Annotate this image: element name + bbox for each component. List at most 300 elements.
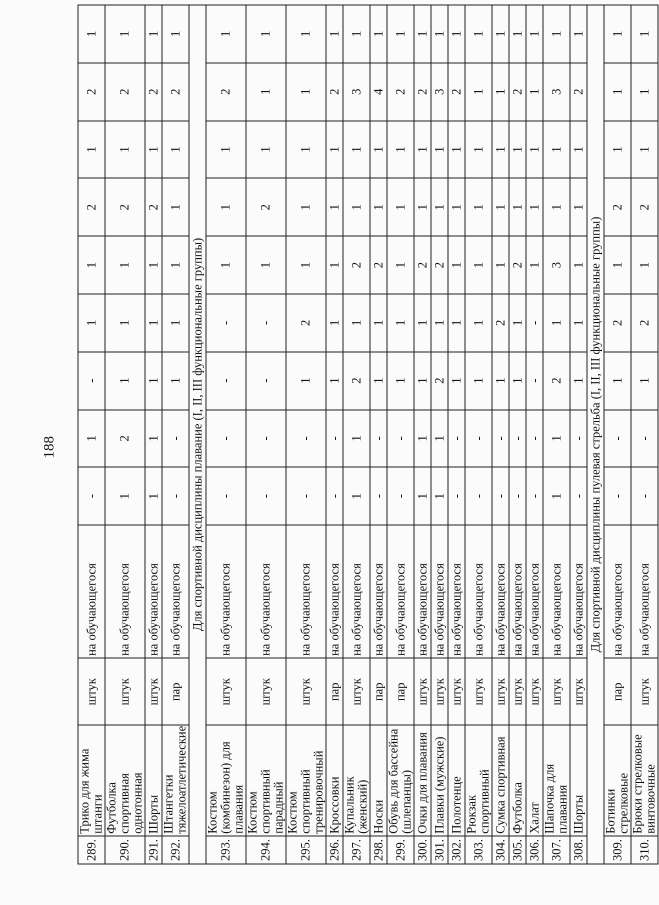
quantity-cell: -: [286, 467, 326, 525]
allocation: на обучающегося: [326, 525, 343, 658]
quantity-cell: 1: [526, 178, 543, 236]
quantity-cell: 1: [509, 178, 526, 236]
quantity-cell: -: [78, 467, 105, 525]
table-row: [509, 5, 526, 864]
quantity-cell: 1: [570, 5, 587, 63]
quantity-cell: 1: [246, 63, 286, 121]
item-name: Костюм спортивный парадный: [246, 725, 286, 836]
quantity-cell: -: [526, 294, 543, 352]
quantity-cell: 1: [448, 352, 465, 410]
quantity-cell: 2: [387, 63, 414, 121]
quantity-cell: 1: [162, 5, 189, 63]
table-row: [414, 5, 431, 864]
quantity-cell: 1: [431, 410, 448, 468]
unit-of-measure: штук: [414, 658, 431, 725]
quantity-cell: 1: [526, 121, 543, 179]
quantity-cell: 1: [206, 121, 246, 179]
quantity-cell: 2: [631, 294, 658, 352]
row-number: 310.: [631, 836, 658, 864]
unit-of-measure: штук: [543, 658, 570, 725]
item-name: Носки: [370, 725, 387, 836]
quantity-cell: 1: [465, 178, 492, 236]
quantity-cell: 2: [343, 352, 370, 410]
unit-of-measure: пар: [370, 658, 387, 725]
quantity-cell: -: [206, 352, 246, 410]
quantity-cell: 2: [414, 236, 431, 294]
quantity-cell: 3: [431, 63, 448, 121]
quantity-cell: 2: [604, 294, 631, 352]
quantity-cell: 1: [162, 178, 189, 236]
quantity-cell: -: [631, 467, 658, 525]
row-number: 307.: [543, 836, 570, 864]
allocation: на обучающегося: [78, 525, 105, 658]
quantity-cell: 1: [414, 410, 431, 468]
quantity-cell: 2: [206, 63, 246, 121]
section-title: Для спортивной дисциплины плавание (I, II, III функциональные группы): [189, 5, 206, 864]
quantity-cell: 1: [465, 121, 492, 179]
quantity-cell: 1: [543, 467, 570, 525]
quantity-cell: 1: [492, 178, 509, 236]
unit-of-measure: штук: [78, 658, 105, 725]
quantity-cell: -: [526, 467, 543, 525]
table-row: [431, 5, 448, 864]
row-number: 296.: [326, 836, 343, 864]
table-row: [570, 5, 587, 864]
quantity-cell: 1: [105, 352, 145, 410]
section-header-row: [587, 5, 604, 864]
quantity-cell: 1: [326, 5, 343, 63]
quantity-cell: 1: [448, 5, 465, 63]
quantity-cell: -: [206, 467, 246, 525]
quantity-cell: 1: [448, 121, 465, 179]
quantity-cell: 1: [145, 5, 162, 63]
quantity-cell: -: [326, 410, 343, 468]
rotated-table-container: [77, 5, 658, 865]
table-row: [105, 5, 145, 864]
quantity-cell: 2: [631, 178, 658, 236]
quantity-cell: 1: [162, 294, 189, 352]
quantity-cell: 1: [414, 121, 431, 179]
quantity-cell: 1: [145, 294, 162, 352]
quantity-cell: -: [492, 467, 509, 525]
quantity-cell: 1: [286, 121, 326, 179]
quantity-cell: 1: [631, 236, 658, 294]
quantity-cell: -: [206, 410, 246, 468]
allocation: на обучающегося: [206, 525, 246, 658]
quantity-cell: 2: [509, 236, 526, 294]
quantity-cell: 1: [343, 121, 370, 179]
row-number: 305.: [509, 836, 526, 864]
quantity-cell: 1: [286, 178, 326, 236]
quantity-cell: 1: [387, 236, 414, 294]
allocation: на обучающегося: [431, 525, 448, 658]
row-number: 304.: [492, 836, 509, 864]
quantity-cell: 1: [465, 236, 492, 294]
quantity-cell: 1: [543, 178, 570, 236]
unit-of-measure: штук: [431, 658, 448, 725]
table-row: [492, 5, 509, 864]
table-row: [145, 5, 162, 864]
allocation: на обучающегося: [343, 525, 370, 658]
row-number: 293.: [206, 836, 246, 864]
quantity-cell: 2: [492, 294, 509, 352]
row-number: 294.: [246, 836, 286, 864]
quantity-cell: 1: [326, 178, 343, 236]
quantity-cell: 1: [604, 236, 631, 294]
quantity-cell: 1: [570, 178, 587, 236]
quantity-cell: 1: [370, 294, 387, 352]
item-name: Костюм спортивный тренировочный: [286, 725, 326, 836]
quantity-cell: 2: [105, 410, 145, 468]
quantity-cell: 2: [78, 63, 105, 121]
unit-of-measure: пар: [387, 658, 414, 725]
item-name: Очки для плавания: [414, 725, 431, 836]
quantity-cell: 1: [431, 294, 448, 352]
quantity-cell: 2: [604, 178, 631, 236]
quantity-cell: 3: [343, 63, 370, 121]
quantity-cell: 1: [78, 5, 105, 63]
quantity-cell: 1: [246, 5, 286, 63]
quantity-cell: 1: [246, 121, 286, 179]
unit-of-measure: штук: [570, 658, 587, 725]
row-number: 309.: [604, 836, 631, 864]
quantity-cell: -: [162, 410, 189, 468]
allocation: на обучающегося: [370, 525, 387, 658]
quantity-cell: 1: [431, 5, 448, 63]
quantity-cell: 2: [145, 178, 162, 236]
quantity-cell: 1: [604, 121, 631, 179]
quantity-cell: 1: [370, 352, 387, 410]
item-name: Плавки (мужские): [431, 725, 448, 836]
equipment-table: [78, 5, 659, 865]
quantity-cell: 2: [105, 63, 145, 121]
quantity-cell: 1: [78, 294, 105, 352]
quantity-cell: 1: [414, 352, 431, 410]
quantity-cell: 1: [162, 352, 189, 410]
quantity-cell: -: [509, 467, 526, 525]
quantity-cell: 1: [206, 178, 246, 236]
quantity-cell: 1: [414, 294, 431, 352]
quantity-cell: 2: [431, 236, 448, 294]
allocation: на обучающегося: [387, 525, 414, 658]
quantity-cell: 1: [343, 5, 370, 63]
quantity-cell: 2: [145, 63, 162, 121]
quantity-cell: 2: [414, 63, 431, 121]
row-number: 299.: [387, 836, 414, 864]
quantity-cell: 1: [526, 63, 543, 121]
quantity-cell: 1: [387, 352, 414, 410]
unit-of-measure: штук: [206, 658, 246, 725]
item-name: Футболка спортивная однотонная: [105, 725, 145, 836]
table-row: [631, 5, 658, 864]
quantity-cell: 1: [145, 410, 162, 468]
item-name: Брюки стрелковые винтовочные: [631, 725, 658, 836]
quantity-cell: 1: [370, 121, 387, 179]
quantity-cell: 2: [246, 178, 286, 236]
quantity-cell: 1: [162, 236, 189, 294]
item-name: Шапочка для плавания: [543, 725, 570, 836]
quantity-cell: 2: [570, 63, 587, 121]
quantity-cell: 1: [465, 294, 492, 352]
quantity-cell: 1: [448, 294, 465, 352]
quantity-cell: 1: [78, 410, 105, 468]
quantity-cell: 2: [448, 63, 465, 121]
quantity-cell: 1: [448, 236, 465, 294]
row-number: 303.: [465, 836, 492, 864]
table-row: [370, 5, 387, 864]
item-name: Обувь для бассейна (шлепанцы): [387, 725, 414, 836]
quantity-cell: 1: [431, 121, 448, 179]
unit-of-measure: штук: [105, 658, 145, 725]
quantity-cell: 1: [543, 5, 570, 63]
quantity-cell: 1: [145, 236, 162, 294]
allocation: на обучающегося: [526, 525, 543, 658]
row-number: 308.: [570, 836, 587, 864]
quantity-cell: 2: [78, 178, 105, 236]
unit-of-measure: штук: [509, 658, 526, 725]
item-name: Рюкзак спортивный: [465, 725, 492, 836]
quantity-cell: 1: [326, 352, 343, 410]
quantity-cell: 1: [509, 121, 526, 179]
unit-of-measure: штук: [526, 658, 543, 725]
quantity-cell: -: [206, 294, 246, 352]
quantity-cell: -: [370, 410, 387, 468]
item-name: Полотенце: [448, 725, 465, 836]
quantity-cell: 1: [145, 352, 162, 410]
unit-of-measure: штук: [492, 658, 509, 725]
quantity-cell: 1: [145, 121, 162, 179]
equipment-table-body: [78, 5, 658, 864]
item-name: Шорты: [145, 725, 162, 836]
quantity-cell: 2: [543, 352, 570, 410]
item-name: Костюм (комбинезон) для плавания: [206, 725, 246, 836]
table-row: [543, 5, 570, 864]
row-number: 302.: [448, 836, 465, 864]
allocation: на обучающегося: [145, 525, 162, 658]
quantity-cell: -: [509, 410, 526, 468]
item-name: Ботинки стрелковые: [604, 725, 631, 836]
quantity-cell: 1: [570, 294, 587, 352]
quantity-cell: 1: [509, 294, 526, 352]
quantity-cell: -: [526, 352, 543, 410]
quantity-cell: 1: [370, 178, 387, 236]
allocation: на обучающегося: [570, 525, 587, 658]
quantity-cell: 1: [543, 294, 570, 352]
quantity-cell: 3: [543, 236, 570, 294]
quantity-cell: 1: [387, 5, 414, 63]
quantity-cell: 1: [570, 236, 587, 294]
quantity-cell: 1: [105, 121, 145, 179]
item-name: Сумка спортивная: [492, 725, 509, 836]
quantity-cell: -: [448, 410, 465, 468]
quantity-cell: 1: [492, 352, 509, 410]
quantity-cell: 1: [631, 121, 658, 179]
quantity-cell: 4: [370, 63, 387, 121]
row-number: 301.: [431, 836, 448, 864]
quantity-cell: -: [246, 410, 286, 468]
allocation: на обучающегося: [246, 525, 286, 658]
quantity-cell: 1: [343, 294, 370, 352]
item-name: Шорты: [570, 725, 587, 836]
quantity-cell: 1: [78, 121, 105, 179]
table-row: [162, 5, 189, 864]
quantity-cell: 1: [631, 352, 658, 410]
quantity-cell: 1: [286, 63, 326, 121]
item-name: Футболка: [509, 725, 526, 836]
row-number: 291.: [145, 836, 162, 864]
quantity-cell: -: [465, 467, 492, 525]
quantity-cell: 1: [492, 121, 509, 179]
quantity-cell: 1: [326, 121, 343, 179]
row-number: 300.: [414, 836, 431, 864]
item-name: Трико для жима штанги: [78, 725, 105, 836]
quantity-cell: -: [387, 467, 414, 525]
item-name: Купальник (женский): [343, 725, 370, 836]
item-name: Кроссовки: [326, 725, 343, 836]
row-number: 289.: [78, 836, 105, 864]
quantity-cell: 1: [105, 236, 145, 294]
quantity-cell: 1: [431, 467, 448, 525]
quantity-cell: 1: [448, 178, 465, 236]
quantity-cell: 2: [326, 63, 343, 121]
quantity-cell: 1: [343, 467, 370, 525]
quantity-cell: -: [78, 352, 105, 410]
quantity-cell: 2: [286, 294, 326, 352]
quantity-cell: -: [570, 410, 587, 468]
item-name: Штангетки тяжелоатлетические: [162, 725, 189, 836]
quantity-cell: 1: [105, 294, 145, 352]
quantity-cell: 1: [431, 178, 448, 236]
quantity-cell: 1: [492, 63, 509, 121]
quantity-cell: 1: [286, 236, 326, 294]
unit-of-measure: штук: [286, 658, 326, 725]
allocation: на обучающегося: [105, 525, 145, 658]
section-header-row: [189, 5, 206, 864]
page-number: 188: [41, 436, 58, 459]
quantity-cell: 1: [526, 236, 543, 294]
allocation: на обучающегося: [162, 525, 189, 658]
quantity-cell: 1: [570, 352, 587, 410]
quantity-cell: -: [604, 467, 631, 525]
allocation: на обучающегося: [509, 525, 526, 658]
quantity-cell: 2: [431, 352, 448, 410]
quantity-cell: 1: [387, 121, 414, 179]
quantity-cell: 1: [162, 121, 189, 179]
section-title: Для спортивной дисциплины пулевая стрельба (I, II, III функциональные группы): [587, 5, 604, 864]
unit-of-measure: штук: [246, 658, 286, 725]
unit-of-measure: пар: [604, 658, 631, 725]
quantity-cell: 1: [326, 294, 343, 352]
quantity-cell: -: [570, 467, 587, 525]
quantity-cell: 1: [631, 5, 658, 63]
quantity-cell: 1: [604, 63, 631, 121]
table-row: [387, 5, 414, 864]
allocation: на обучающегося: [465, 525, 492, 658]
allocation: на обучающегося: [492, 525, 509, 658]
quantity-cell: 1: [414, 5, 431, 63]
quantity-cell: 1: [105, 5, 145, 63]
table-row: [448, 5, 465, 864]
quantity-cell: -: [370, 467, 387, 525]
quantity-cell: 1: [414, 467, 431, 525]
quantity-cell: 1: [465, 5, 492, 63]
quantity-cell: 1: [145, 467, 162, 525]
quantity-cell: 1: [492, 236, 509, 294]
quantity-cell: 2: [162, 63, 189, 121]
allocation: на обучающегося: [604, 525, 631, 658]
quantity-cell: 2: [105, 178, 145, 236]
quantity-cell: 1: [387, 294, 414, 352]
row-number: 298.: [370, 836, 387, 864]
quantity-cell: 1: [370, 5, 387, 63]
unit-of-measure: пар: [162, 658, 189, 725]
quantity-cell: 1: [465, 63, 492, 121]
table-row: [206, 5, 246, 864]
quantity-cell: -: [246, 467, 286, 525]
unit-of-measure: штук: [448, 658, 465, 725]
quantity-cell: -: [286, 410, 326, 468]
quantity-cell: 1: [604, 352, 631, 410]
table-row: [326, 5, 343, 864]
unit-of-measure: штук: [465, 658, 492, 725]
allocation: на обучающегося: [286, 525, 326, 658]
quantity-cell: 1: [326, 236, 343, 294]
quantity-cell: -: [526, 410, 543, 468]
table-row: [343, 5, 370, 864]
quantity-cell: -: [162, 467, 189, 525]
unit-of-measure: штук: [631, 658, 658, 725]
quantity-cell: 1: [105, 467, 145, 525]
quantity-cell: -: [246, 294, 286, 352]
table-row: [286, 5, 326, 864]
allocation: на обучающегося: [631, 525, 658, 658]
table-row: [465, 5, 492, 864]
quantity-cell: 1: [206, 5, 246, 63]
row-number: 306.: [526, 836, 543, 864]
allocation: на обучающегося: [448, 525, 465, 658]
table-row: [526, 5, 543, 864]
unit-of-measure: штук: [145, 658, 162, 725]
quantity-cell: 1: [387, 178, 414, 236]
quantity-cell: 1: [343, 178, 370, 236]
table-row: [78, 5, 105, 864]
quantity-cell: 3: [543, 63, 570, 121]
quantity-cell: -: [604, 410, 631, 468]
quantity-cell: 2: [370, 236, 387, 294]
allocation: на обучающегося: [414, 525, 431, 658]
allocation: на обучающегося: [543, 525, 570, 658]
row-number: 297.: [343, 836, 370, 864]
quantity-cell: 1: [604, 5, 631, 63]
quantity-cell: -: [246, 352, 286, 410]
quantity-cell: 1: [509, 5, 526, 63]
quantity-cell: 1: [543, 121, 570, 179]
quantity-cell: 1: [286, 352, 326, 410]
table-row: [604, 5, 631, 864]
quantity-cell: 1: [492, 5, 509, 63]
quantity-cell: -: [326, 467, 343, 525]
unit-of-measure: пар: [326, 658, 343, 725]
quantity-cell: 2: [509, 63, 526, 121]
item-name: Халат: [526, 725, 543, 836]
quantity-cell: -: [465, 410, 492, 468]
quantity-cell: 2: [343, 236, 370, 294]
row-number: 295.: [286, 836, 326, 864]
quantity-cell: -: [492, 410, 509, 468]
row-number: 290.: [105, 836, 145, 864]
quantity-cell: 1: [78, 236, 105, 294]
table-row: [246, 5, 286, 864]
